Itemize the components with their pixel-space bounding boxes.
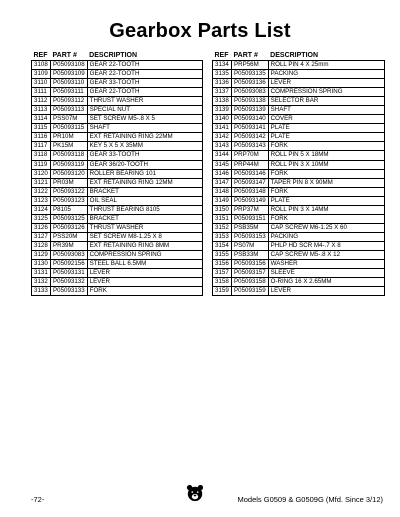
parts-table-right	[212, 51, 385, 296]
table-row	[213, 70, 385, 79]
part-number-cell: P05093123	[51, 196, 88, 205]
ref-cell: 3128	[32, 241, 51, 250]
ref-cell: 3136	[213, 79, 232, 88]
ref-cell: 3150	[213, 205, 232, 214]
ref-cell: 3156	[213, 260, 232, 269]
table-row	[213, 278, 385, 287]
description-cell: ROLL PIN 3 X 14MM	[268, 205, 384, 214]
description-cell: FORK	[87, 287, 202, 296]
part-number-cell: PRP44M	[232, 160, 269, 169]
table-row	[32, 250, 203, 259]
table-row	[32, 278, 203, 287]
description-cell: ROLL PIN 5 X 18MM	[268, 151, 384, 160]
description-cell: FORK	[268, 187, 384, 196]
part-number-cell: P05093083	[232, 88, 269, 97]
description-cell: FORK	[268, 169, 384, 178]
table-row	[32, 88, 203, 97]
ref-cell: 3143	[213, 142, 232, 151]
description-cell: LEVER	[87, 278, 202, 287]
table-row	[32, 196, 203, 205]
part-number-cell: P05093141	[232, 124, 269, 133]
ref-cell: 3137	[213, 88, 232, 97]
description-cell: SPECIAL NUT	[87, 106, 202, 115]
description-cell: COVER	[268, 115, 384, 124]
part-number-cell: P8105	[51, 205, 88, 214]
description-cell: SELECTOR BAR	[268, 97, 384, 106]
part-number-cell: PSS07M	[51, 115, 88, 124]
ref-cell: 3131	[32, 269, 51, 278]
ref-cell: 3130	[32, 260, 51, 269]
table-row	[213, 260, 385, 269]
description-cell: WASHER	[268, 260, 384, 269]
table-row	[213, 115, 385, 124]
ref-cell: 3158	[213, 278, 232, 287]
ref-cell: 3112	[32, 97, 51, 106]
part-number-cell: P05093126	[51, 223, 88, 232]
table-row	[32, 79, 203, 88]
table-row	[213, 97, 385, 106]
part-number-header: PART #	[232, 51, 269, 61]
table-row	[32, 151, 203, 160]
ref-cell: 3119	[32, 160, 51, 169]
description-cell: OIL SEAL	[87, 196, 202, 205]
table-row	[213, 205, 385, 214]
ref-cell: 3151	[213, 214, 232, 223]
table-row	[32, 142, 203, 151]
ref-cell: 3140	[213, 115, 232, 124]
description-cell: BRACKET	[87, 214, 202, 223]
table-row	[32, 287, 203, 296]
table-row	[32, 70, 203, 79]
part-number-cell: PSS20M	[51, 232, 88, 241]
part-number-cell: P05093149	[232, 196, 269, 205]
ref-cell: 3129	[32, 250, 51, 259]
ref-cell: 3155	[213, 250, 232, 259]
part-number-cell: P05093151	[232, 214, 269, 223]
table-row	[213, 106, 385, 115]
part-number-cell: PSB35M	[232, 223, 269, 232]
ref-cell: 3108	[32, 61, 51, 70]
ref-cell: 3124	[32, 205, 51, 214]
ref-cell: 3132	[32, 278, 51, 287]
ref-cell: 3141	[213, 124, 232, 133]
parts-table-left	[31, 51, 203, 296]
description-cell: GEAR 22-TOOTH	[87, 61, 202, 70]
part-number-cell: P05093109	[51, 70, 88, 79]
model-info: Models G0509 & G0509G (Mfd. Since 3/12)	[237, 495, 383, 504]
part-number-cell: P05093147	[232, 178, 269, 187]
table-row	[213, 88, 385, 97]
part-number-cell: PRP70M	[232, 151, 269, 160]
ref-header: REF	[32, 51, 51, 61]
part-number-cell: P05093135	[232, 70, 269, 79]
part-number-cell: P05093083	[51, 250, 88, 259]
description-cell: PLATE	[268, 196, 384, 205]
part-number-cell: P05093157	[232, 269, 269, 278]
table-row	[213, 151, 385, 160]
table-row	[32, 205, 203, 214]
ref-cell: 3153	[213, 232, 232, 241]
part-number-cell: P05093112	[51, 97, 88, 106]
table-row	[32, 115, 203, 124]
part-number-cell: P05093133	[51, 287, 88, 296]
part-number-cell: P05093158	[232, 278, 269, 287]
description-cell: CAP SCREW M6-1.25 X 60	[268, 223, 384, 232]
part-number-cell: P05093146	[232, 169, 269, 178]
description-cell: SHAFT	[268, 106, 384, 115]
table-row	[213, 133, 385, 142]
ref-cell: 3139	[213, 106, 232, 115]
part-number-header: PART #	[51, 51, 88, 61]
table-row	[213, 178, 385, 187]
ref-cell: 3142	[213, 133, 232, 142]
ref-cell: 3154	[213, 241, 232, 250]
description-cell: SET SCREW M5-.8 X 5	[87, 115, 202, 124]
description-cell: LEVER	[268, 287, 384, 296]
table-row	[32, 214, 203, 223]
part-number-cell: P05093122	[51, 187, 88, 196]
part-number-cell: PRP37M	[232, 205, 269, 214]
ref-cell: 3109	[32, 70, 51, 79]
page-title: Gearbox Parts List	[109, 20, 291, 42]
part-number-cell: P05093132	[51, 278, 88, 287]
ref-cell: 3138	[213, 97, 232, 106]
description-cell: GEAR 22-TOOTH	[87, 70, 202, 79]
description-cell: ROLL PIN 4 X 25mm	[268, 61, 384, 70]
description-cell: TAPER PIN 8 X 90MM	[268, 178, 384, 187]
description-cell: PACKING	[268, 70, 384, 79]
description-cell: SLEEVE	[268, 269, 384, 278]
part-number-cell: PK15M	[51, 142, 88, 151]
description-cell: LEVER	[87, 269, 202, 278]
ref-header: REF	[213, 51, 232, 61]
ref-cell: 3127	[32, 232, 51, 241]
table-row	[32, 160, 203, 169]
description-cell: PACKING	[268, 232, 384, 241]
description-cell: EXT RETAINING RING 8MM	[87, 241, 202, 250]
ref-cell: 3122	[32, 187, 51, 196]
description-header: DESCRIPTION	[87, 51, 202, 61]
table-row	[32, 97, 203, 106]
part-number-cell: P05093113	[51, 106, 88, 115]
part-number-cell: P05093139	[232, 106, 269, 115]
ref-cell: 3135	[213, 70, 232, 79]
table-row	[213, 269, 385, 278]
ref-cell: 3126	[32, 223, 51, 232]
ref-cell: 3115	[32, 124, 51, 133]
description-cell: KEY 5 X 5 X 35MM	[87, 142, 202, 151]
table-row	[32, 169, 203, 178]
ref-cell: 3149	[213, 196, 232, 205]
part-number-cell: P05093143	[232, 142, 269, 151]
table-row	[213, 160, 385, 169]
description-cell: PHLP HD SCR M4-.7 X 8	[268, 241, 384, 250]
page-number: -72-	[31, 495, 45, 504]
description-cell: THRUST WASHER	[87, 97, 202, 106]
ref-cell: 3110	[32, 79, 51, 88]
part-number-cell: P05093136	[232, 79, 269, 88]
ref-cell: 3125	[32, 214, 51, 223]
ref-cell: 3111	[32, 88, 51, 97]
table-row	[213, 169, 385, 178]
part-number-cell: P05093120	[51, 169, 88, 178]
part-number-cell: P05093159	[232, 287, 269, 296]
table-row	[213, 142, 385, 151]
ref-cell: 3114	[32, 115, 51, 124]
description-cell: BRACKET	[87, 187, 202, 196]
table-header-row	[32, 51, 203, 61]
part-number-cell: PRP56M	[232, 61, 269, 70]
ref-cell: 3121	[32, 178, 51, 187]
table-row	[213, 196, 385, 205]
description-cell: SHAFT	[87, 124, 202, 133]
ref-cell: 3116	[32, 133, 51, 142]
description-cell: GEAR 33-TOOTH	[87, 79, 202, 88]
description-cell: ROLLER BEARING 101	[87, 169, 202, 178]
table-row	[213, 223, 385, 232]
ref-cell: 3134	[213, 61, 232, 70]
part-number-cell: P05093138	[232, 97, 269, 106]
description-cell: O-RING 16 X 2.65MM	[268, 278, 384, 287]
description-cell: LEVER	[268, 79, 384, 88]
part-number-cell: P05093108	[51, 61, 88, 70]
part-number-cell: P05093110	[51, 79, 88, 88]
description-cell: CAP SCREW M5-.8 X 12	[268, 250, 384, 259]
table-row	[213, 287, 385, 296]
ref-cell: 3147	[213, 178, 232, 187]
table-row	[213, 250, 385, 259]
part-number-cell: PS07M	[232, 241, 269, 250]
description-cell: FORK	[268, 142, 384, 151]
description-cell: GEAR 33-TOOTH	[87, 151, 202, 160]
description-cell: GEAR 22-TOOTH	[87, 88, 202, 97]
table-row	[32, 223, 203, 232]
part-number-cell: P05093125	[51, 214, 88, 223]
description-cell: EXT RETAINING RING 22MM	[87, 133, 202, 142]
table-row	[213, 232, 385, 241]
description-cell: THRUST WASHER	[87, 223, 202, 232]
table-row	[32, 178, 203, 187]
table-row	[213, 124, 385, 133]
table-row	[32, 106, 203, 115]
ref-cell: 3157	[213, 269, 232, 278]
ref-cell: 3148	[213, 187, 232, 196]
table-row	[32, 124, 203, 133]
table-row	[32, 232, 203, 241]
ref-cell: 3118	[32, 151, 51, 160]
description-cell: COMPRESSION SPRING	[87, 250, 202, 259]
part-number-cell: PSB33M	[232, 250, 269, 259]
part-number-cell: P05093119	[51, 160, 88, 169]
part-number-cell: P05093131	[51, 269, 88, 278]
part-number-cell: P05092156	[51, 260, 88, 269]
table-row	[213, 214, 385, 223]
part-number-cell: P05093156	[232, 260, 269, 269]
ref-cell: 3123	[32, 196, 51, 205]
bear-head-icon	[186, 484, 204, 502]
part-number-cell: P05093148	[232, 187, 269, 196]
ref-cell: 3120	[32, 169, 51, 178]
part-number-cell: P05093118	[51, 151, 88, 160]
table-row	[213, 187, 385, 196]
description-cell: COMPRESSION SPRING	[268, 88, 384, 97]
part-number-cell: P05093111	[51, 88, 88, 97]
description-header: DESCRIPTION	[268, 51, 384, 61]
table-header-row	[213, 51, 385, 61]
ref-cell: 3113	[32, 106, 51, 115]
table-row	[32, 269, 203, 278]
table-row	[32, 260, 203, 269]
description-cell: GEAR 36/20-TOOTH	[87, 160, 202, 169]
table-row	[32, 241, 203, 250]
part-number-cell: PR03M	[51, 178, 88, 187]
part-number-cell: P05093140	[232, 115, 269, 124]
description-cell: FORK	[268, 214, 384, 223]
ref-cell: 3159	[213, 287, 232, 296]
description-cell: EXT RETAINING RING 12MM	[87, 178, 202, 187]
description-cell: SET SCREW M8-1.25 X 8	[87, 232, 202, 241]
part-number-cell: PR39M	[51, 241, 88, 250]
table-row	[213, 79, 385, 88]
part-number-cell: PR10M	[51, 133, 88, 142]
ref-cell: 3145	[213, 160, 232, 169]
part-number-cell: P05093115	[51, 124, 88, 133]
description-cell: ROLL PIN 3 X 10MM	[268, 160, 384, 169]
ref-cell: 3133	[32, 287, 51, 296]
description-cell: PLATE	[268, 133, 384, 142]
table-row	[32, 187, 203, 196]
description-cell: PLATE	[268, 124, 384, 133]
part-number-cell: P05093142	[232, 133, 269, 142]
ref-cell: 3144	[213, 151, 232, 160]
ref-cell: 3146	[213, 169, 232, 178]
part-number-cell: P05093153	[232, 232, 269, 241]
ref-cell: 3117	[32, 142, 51, 151]
table-row	[32, 61, 203, 70]
description-cell: THRUST BEARING 8105	[87, 205, 202, 214]
description-cell: STEEL BALL 6.5MM	[87, 260, 202, 269]
table-row	[213, 61, 385, 70]
table-row	[32, 133, 203, 142]
table-row	[213, 241, 385, 250]
ref-cell: 3152	[213, 223, 232, 232]
